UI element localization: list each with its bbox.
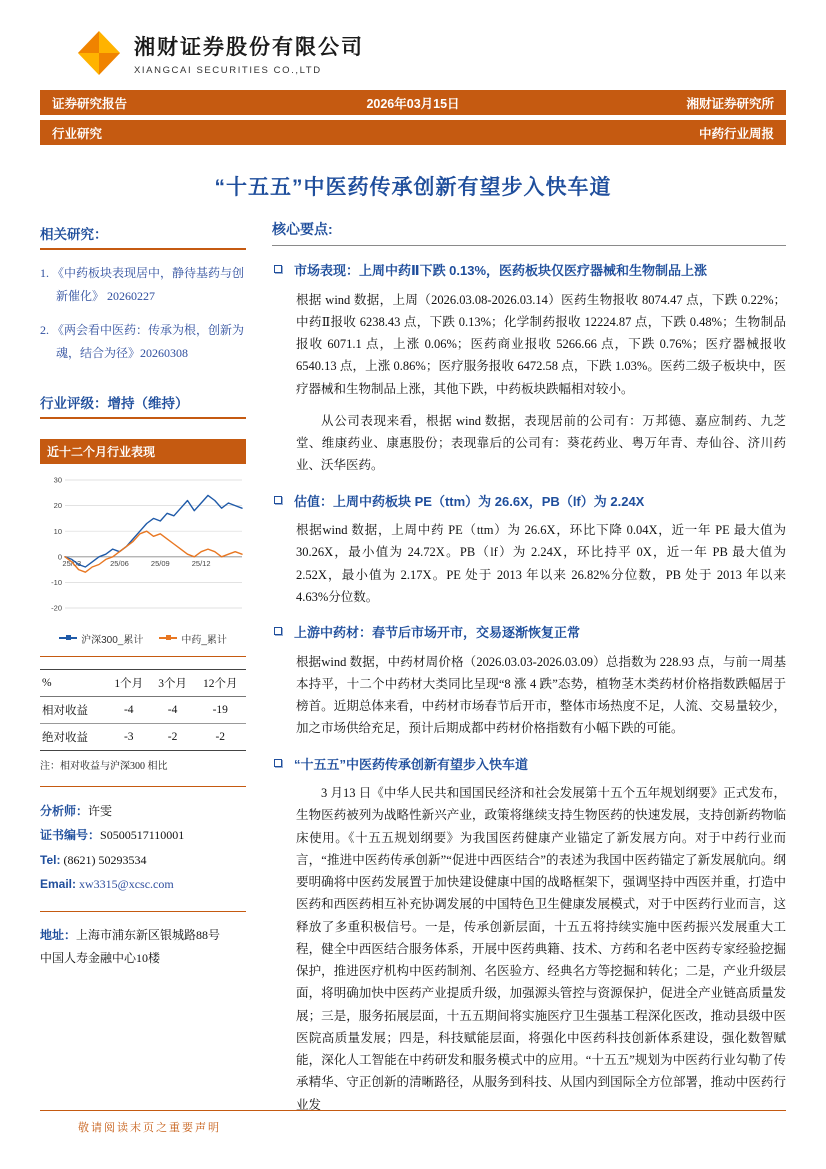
cert-number: S0500517110001 <box>100 828 185 843</box>
report-date: 2026年03月15日 <box>366 96 460 111</box>
svg-text:25/09: 25/09 <box>150 558 170 568</box>
svg-text:25/06: 25/06 <box>110 558 129 568</box>
main-content <box>272 219 786 1126</box>
page-title: “十五五”中医药传承创新有望步入快车道 <box>214 176 612 199</box>
industry-rating: 行业评级：增持（维持） <box>40 392 246 419</box>
analyst-label: 分析师： <box>40 803 89 818</box>
line-chart <box>40 472 246 622</box>
section-paragraph: 根据wind 数据，中药材周价格（2026.03.03-2026.03.09）总指数为 228.93 点，与前一周基本持平，十二个中药材大类同比呈现“8 涨 4 跌”态势，植物茎木类药材价格指数跌幅居于榜首。近期总体来看，中药材市场春节后开市，整体市场热度不足，人流、交易量较少，加之市场供给充足，预计后期成都中药材价格指数有小幅下跌的可能。 <box>296 654 786 736</box>
performance-chart <box>40 464 246 627</box>
svg-text:25/03: 25/03 <box>62 558 82 568</box>
brand-header <box>0 0 826 90</box>
table-note: 注：相对收益与沪深300 相比 <box>40 760 168 772</box>
svg-text:-20: -20 <box>51 603 62 613</box>
page-footer <box>40 1110 786 1135</box>
email-address: xw3315@xcsc.com <box>79 877 174 892</box>
sidebar <box>40 219 246 970</box>
orange-divider <box>40 786 246 787</box>
chart-legend <box>40 627 246 657</box>
industry-bar <box>40 120 786 145</box>
cell: -4 <box>123 703 134 716</box>
col-header: 12个月 <box>202 677 238 690</box>
related-research-list <box>40 262 246 366</box>
report-section <box>272 261 786 477</box>
tel-label: Tel: <box>40 852 61 867</box>
row-label: 相对收益 <box>42 704 88 717</box>
company-name-block <box>134 31 364 76</box>
section-paragraph: 从公司表现来看，根据 wind 数据，表现居前的公司有：万邦德、嘉应制药、九芝堂、维康药业、康惠股份；表现靠后的公司有：葵花药业、粤万年青、寿仙谷、济川药业、沃华医药。 <box>296 413 786 473</box>
svg-text:30: 30 <box>53 475 62 485</box>
related-research-heading: 相关研究： <box>40 223 246 250</box>
col-header: % <box>42 676 52 689</box>
core-points-heading: 核心要点: <box>272 219 786 246</box>
report-type-label: 证券研究报告 <box>52 96 128 111</box>
tel-number: (8621) 50293534 <box>63 852 147 867</box>
cell: -3 <box>123 730 134 743</box>
orange-divider <box>40 1110 786 1111</box>
hs300-line-marker-icon <box>59 637 77 639</box>
returns-table <box>40 669 246 751</box>
industry-weekly-label: 中药行业周报 <box>698 126 774 141</box>
report-section <box>272 492 786 609</box>
cert-line <box>40 823 246 848</box>
col-header: 3个月 <box>158 677 187 690</box>
related-research-item: 1. 《中药板块表现居中，静待基药与创新催化》 20260227 <box>40 266 245 304</box>
bullet-square-icon <box>274 627 282 635</box>
research-institute-label: 湘财证券研究所 <box>686 96 774 111</box>
chart-title: 近十二个月行业表现 <box>40 439 246 464</box>
address-line2: 中国人寿金融中心10楼 <box>40 950 161 965</box>
section-title: 市场表现：上周中药Ⅱ下跌 0.13%，医药板块仅医疗器械和生物制品上涨 <box>294 263 708 278</box>
table-row <box>40 723 246 750</box>
orange-divider <box>40 911 246 912</box>
table-header-row <box>40 669 246 696</box>
bullet-square-icon <box>274 759 282 767</box>
section-title: 估值：上周中药板块 PE（ttm）为 26.6X，PB（lf）为 2.24X <box>294 493 645 509</box>
svg-text:10: 10 <box>53 526 62 536</box>
industry-research-label: 行业研究 <box>52 126 103 141</box>
report-section <box>272 755 786 1116</box>
tel-line <box>40 848 246 873</box>
legend-label: 中药_累计 <box>181 634 227 646</box>
address-block <box>40 924 246 970</box>
row-label: 绝对收益 <box>42 731 88 744</box>
report-type-bar <box>40 90 786 115</box>
legend-label: 沪深300_累计 <box>81 634 144 646</box>
analyst-block <box>40 799 246 897</box>
legend-item <box>159 631 227 646</box>
legend-item <box>59 631 143 646</box>
company-name-en: XIANGCAI SECURITIES CO.,LTD <box>134 64 322 76</box>
section-paragraph: 根据wind 数据，上周中药 PE（ttm）为 26.6X，环比下降 0.04X，近一年 PE 最大值为 30.26X，最小值为 24.72X。PB（lf）为 2.24X，环比持平 0X，近一年 PB 最大值为 2.52X，最小值为 2.17X。PE 处于 2013 年以来 26.82%分位数，PB 处于 2013 年以来 4.63%分位数。 <box>296 523 786 604</box>
svg-text:-10: -10 <box>51 577 62 587</box>
address-label: 地址： <box>40 927 77 942</box>
section-paragraph: 3 月13 日《中华人民共和国国民经济和社会发展第十五个五年规划纲要》正式发布，生物医药被列为战略性新兴产业，政策将继续支持生物医药的快速发展，支持创新药物临床使用。《十五五规划纲要》为我国医药健康产业锚定了新发展方向。对于中药行业而言，“推进中医药传承创新”“促进中西医结合”的表述为我国中医药锚定了新发展航向。纲要明确将中医药发展置于加快建设健康中国的战略框架下，强调坚持中西医并重，打造中医药和西医药相互补充协调发展的中国特色卫生健康发展模式，对于中医药行业而言，这释放了多重积极信号。一是，传承创新层面，十五五将持续实施中医药振兴发展重大工程，健全中西医结合服务体系，开展中医药典籍、技术、方药和名老中医药专家经验挖掘保护，推进医疗机构中医药制剂、名医验方、经典名方等挖掘和转化；二是，产业升级层面，将明确加快中医药产业提质升级，加强源头管控与资源保护，促进全产业链高质量发展；三是，服务拓展层面，十五五期间将实施医疗卫生强基工程深化医改，推动县级中医医院高质量发展；四是，科技赋能层面，将强化中医药科技创新体系建设，强化数智赋能，深化人工智能在中药研发和服务模式中的应用。“十五五”规划为中医药行业勾勒了传承精华、守正创新的清晰路径，从服务到科技、从国内到国际全方位部署，推动中医药行业发 <box>296 786 786 1112</box>
email-line <box>40 872 246 897</box>
address-line1: 上海市浦东新区银城路88号 <box>76 927 221 942</box>
bullet-square-icon <box>274 265 282 273</box>
cell: -4 <box>167 703 178 716</box>
cell: -2 <box>167 730 178 743</box>
cell: -19 <box>212 703 228 716</box>
cert-label: 证书编号： <box>40 828 101 843</box>
section-title: “十五五”中医药传承创新有望步入快车道 <box>294 756 529 772</box>
section-paragraph: 根据 wind 数据，上周（2026.03.08-2026.03.14）医药生物报收 8074.47 点，下跌 0.22%；中药Ⅱ报收 6238.43 点，下跌 0.13%；化学制药报收 12224.87 点，下跌 0.48%；生物制品报收 6071.1 点，上涨 0.06%；医药商业报收 5266.66 点，下跌 0.76%；医疗器械报收 6540.13 点，上涨 0.86%；医疗服务报收 6472.58 点，下跌 1.03%。医药二级子板块中，医疗器械和生物制品上涨，其他下跌，中药板块跌幅相对较小。 <box>296 292 786 396</box>
report-section <box>272 623 786 740</box>
company-logo-icon <box>76 30 122 76</box>
bullet-square-icon <box>274 496 282 504</box>
col-header: 1个月 <box>114 677 144 690</box>
company-name-cn: 湘财证券股份有限公司 <box>134 35 364 59</box>
svg-text:20: 20 <box>53 500 62 510</box>
related-research-item: 2. 《两会看中医药：传承为根，创新为魂，结合为径》20260308 <box>40 322 245 361</box>
table-row <box>40 696 246 723</box>
cell: -2 <box>215 730 226 743</box>
analyst-name: 许雯 <box>88 803 113 818</box>
analyst-line <box>40 799 246 824</box>
svg-text:25/12: 25/12 <box>191 558 211 568</box>
email-label: Email: <box>40 877 77 892</box>
zhongyao-line-marker-icon <box>159 637 177 639</box>
footer-disclaimer: 敬请阅读末页之重要声明 <box>78 1122 221 1134</box>
section-title: 上游中药材：春节后市场开市，交易逐渐恢复正常 <box>294 625 581 640</box>
svg-text:0: 0 <box>57 551 62 561</box>
